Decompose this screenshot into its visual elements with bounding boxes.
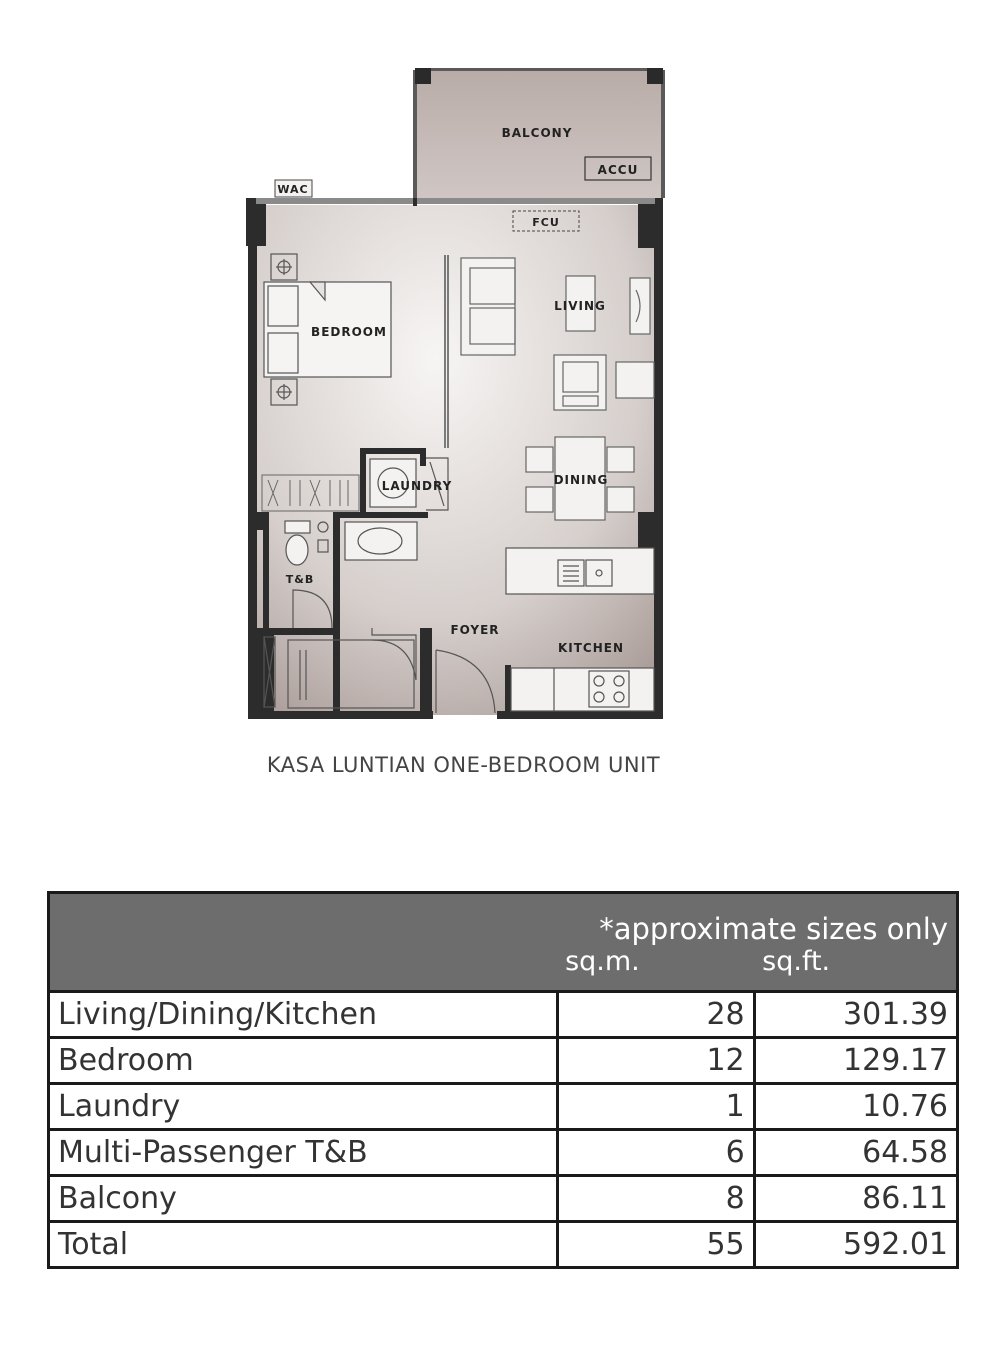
label-tb: T&B (285, 573, 315, 586)
room-sqft: 301.39 (754, 992, 957, 1038)
table-row (49, 1084, 958, 1130)
room-sqft: 129.17 (754, 1038, 957, 1084)
room-sqm: 28 (557, 992, 754, 1038)
room-sqft: 10.76 (754, 1084, 957, 1130)
room-sqm: 1 (557, 1084, 754, 1130)
room-name: Balcony (49, 1176, 558, 1222)
label-accu: ACCU (597, 163, 639, 177)
side-cabinet (616, 362, 654, 398)
plan-caption: KASA LUNTIAN ONE-BEDROOM UNIT (266, 753, 661, 777)
label-dining: DINING (553, 473, 609, 487)
table-header-sqm: sq.m. (557, 946, 754, 992)
label-fcu: FCU (532, 216, 560, 229)
label-kitchen: KITCHEN (557, 641, 625, 655)
room-sqft: 592.01 (754, 1222, 957, 1268)
room-name: Total (49, 1222, 558, 1268)
sofa (461, 258, 515, 355)
room-sqm: 8 (557, 1176, 754, 1222)
room-sqm: 12 (557, 1038, 754, 1084)
label-foyer: FOYER (450, 623, 500, 637)
label-laundry: LAUNDRY (381, 479, 453, 493)
room-sqm: 6 (557, 1130, 754, 1176)
table-row (49, 1130, 958, 1176)
room-sqft: 64.58 (754, 1130, 957, 1176)
label-bedroom: BEDROOM (311, 325, 387, 339)
label-wac: WAC (277, 183, 309, 196)
room-name: Laundry (49, 1084, 558, 1130)
table-row (49, 1222, 958, 1268)
label-living: LIVING (554, 299, 606, 313)
table-header-room (49, 946, 558, 992)
table-note: *approximate sizes only (49, 893, 958, 947)
table-header-sqft: sq.ft. (754, 946, 957, 992)
table-row (49, 1176, 958, 1222)
area-table (47, 891, 959, 1269)
room-name: Multi-Passenger T&B (49, 1130, 558, 1176)
label-balcony: BALCONY (501, 126, 573, 140)
tv-console (630, 278, 650, 334)
room-sqft: 86.11 (754, 1176, 957, 1222)
room-name: Living/Dining/Kitchen (49, 992, 558, 1038)
room-name: Bedroom (49, 1038, 558, 1084)
table-row (49, 1038, 958, 1084)
armchair (554, 355, 606, 410)
table-row (49, 992, 958, 1038)
room-sqm: 55 (557, 1222, 754, 1268)
